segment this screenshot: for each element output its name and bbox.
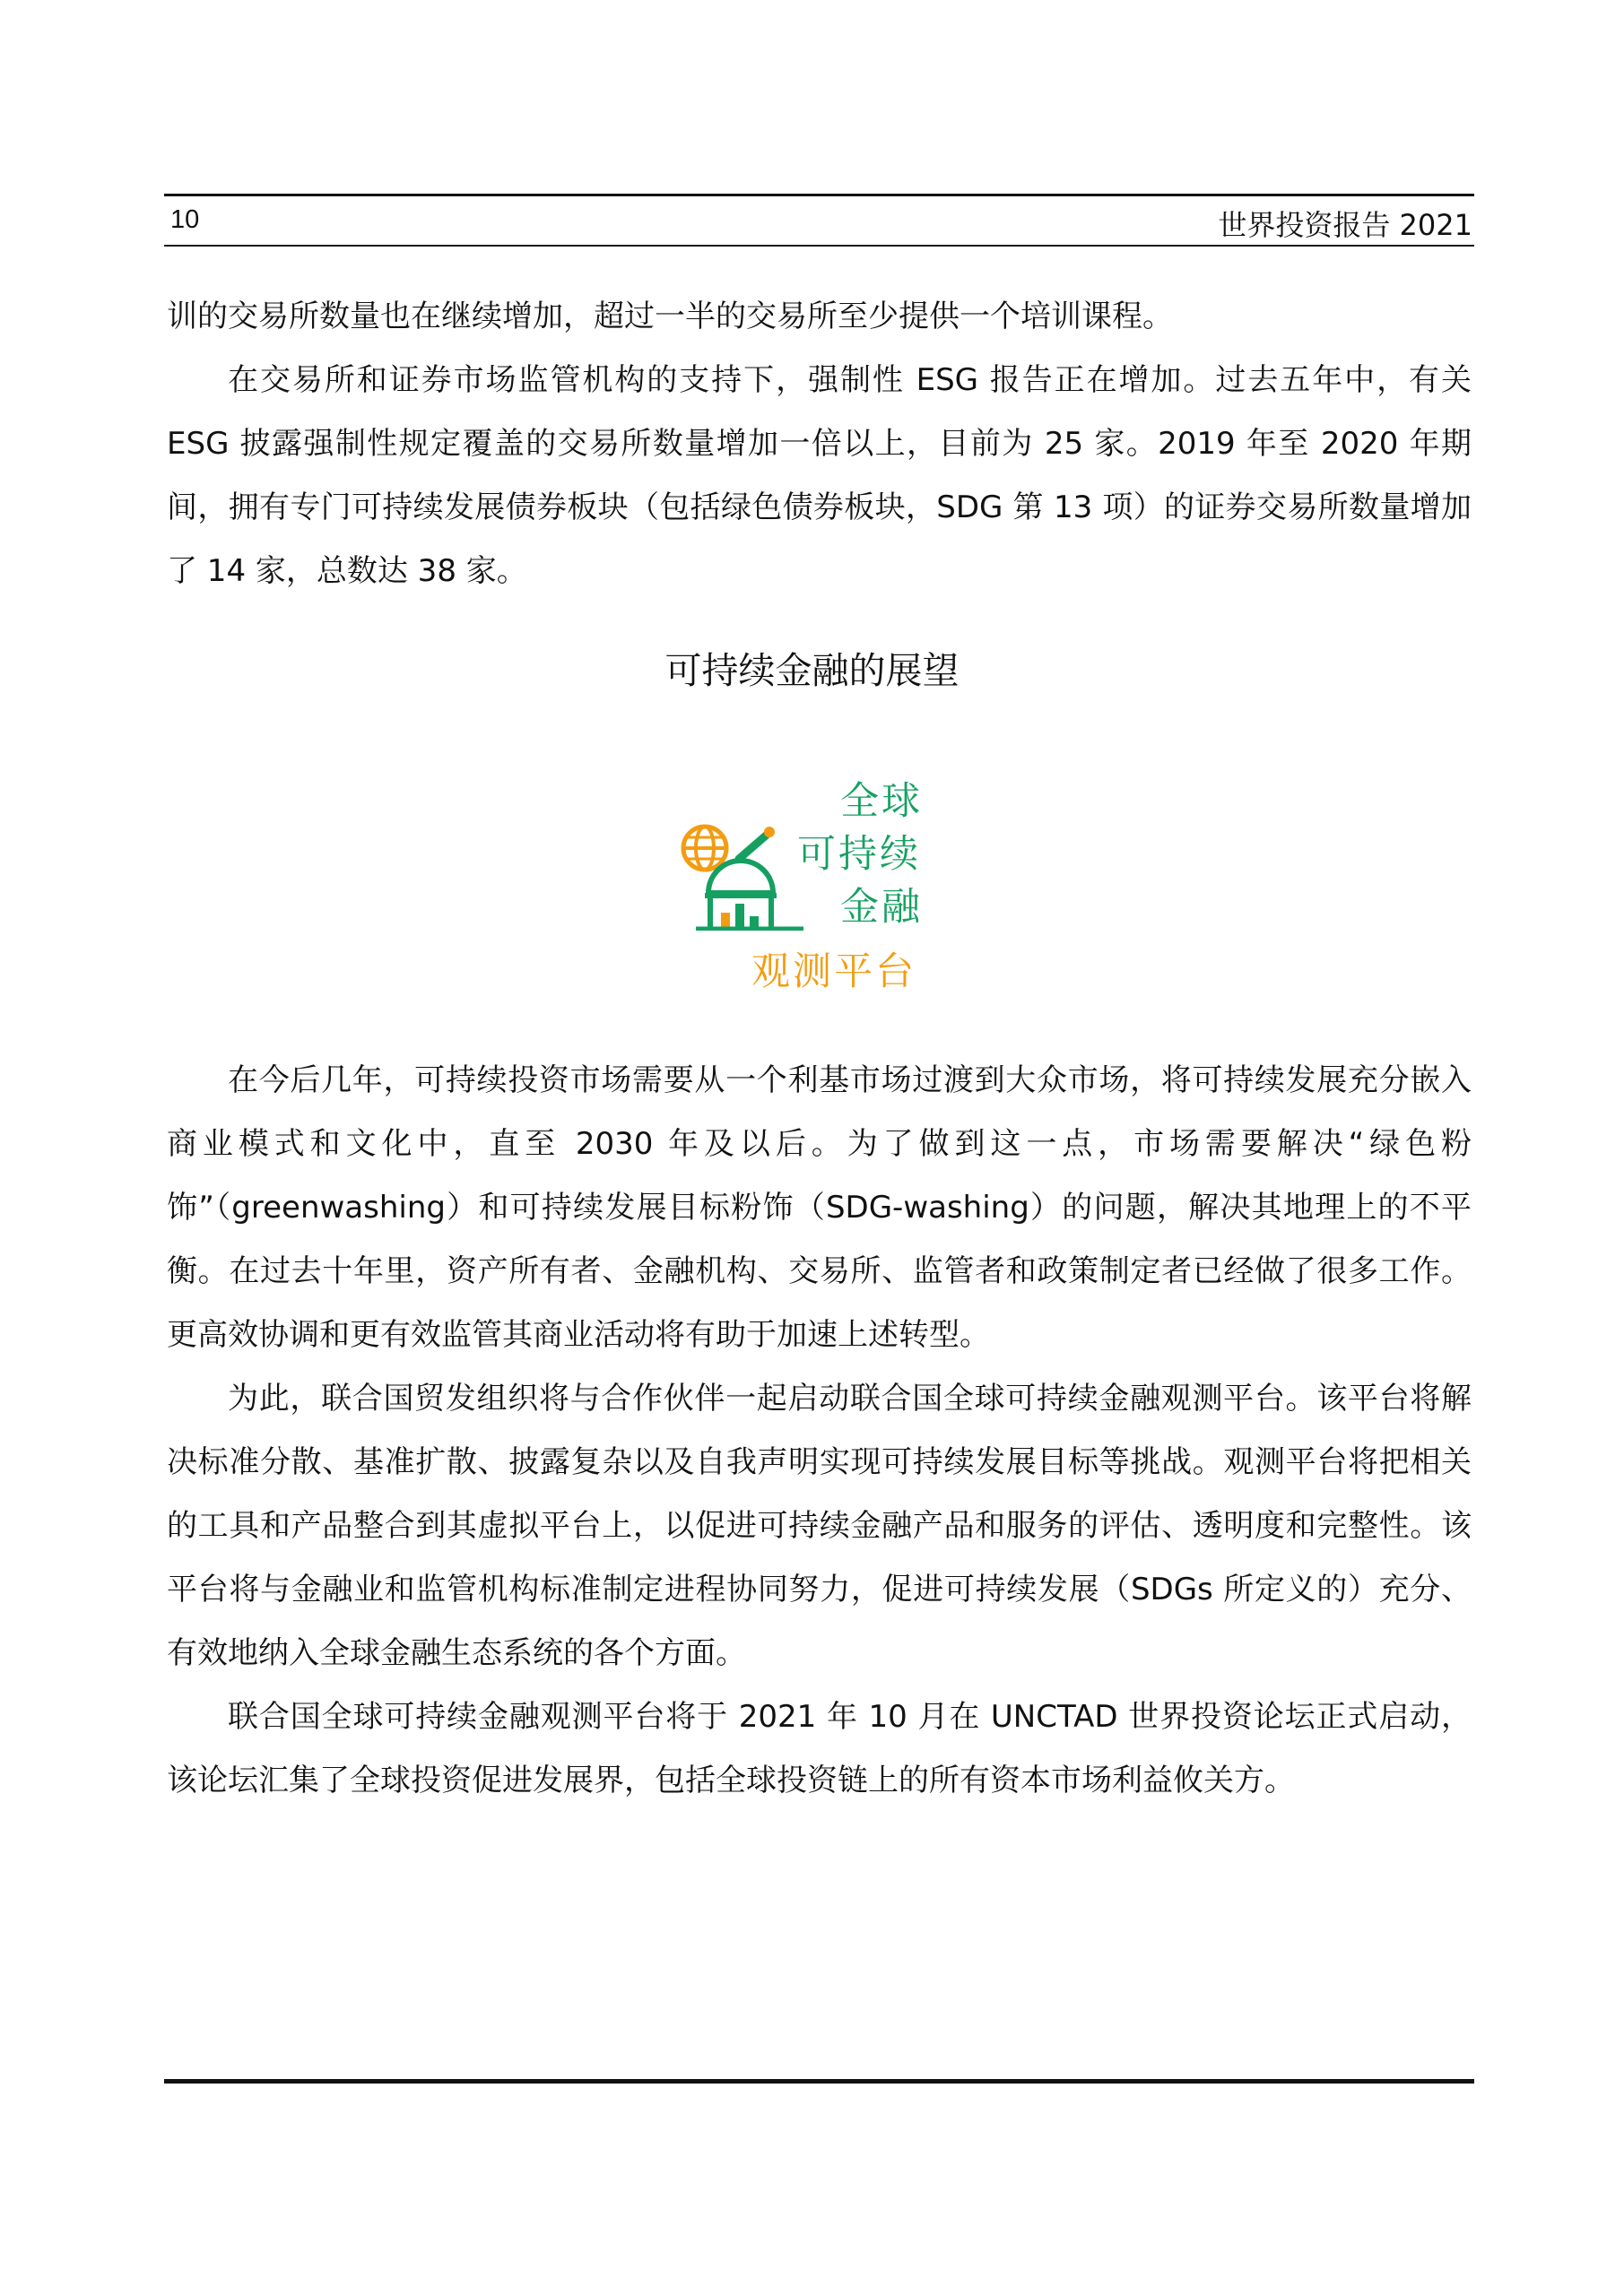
logo-text-sustainable: 可持续 [797,832,921,877]
observatory-icon [678,823,803,931]
paragraph-continued: 训的交易所数量也在继续增加，超过一半的交易所至少提供一个培训课程。 [167,299,1173,334]
logo-text-observatory: 观测平台 [751,949,916,994]
footer-rule [164,2079,1474,2084]
paragraph-esg-reporting: 在交易所和证券市场监管机构的支持下，强制性 ESG 报告正在增加。过去五年中，有关 ESG 披露强制性规定覆盖的交易所数量增加一倍以上，目前为 25 家。2019 年至 2020 年期间，拥有专门可持续发展债券板块（包括绿色债券板块，SDG 第 13 项）的证券交易所数量增加了 14 家，总数达 38 家。 [167,362,1472,589]
section-title: 可持续金融的展望 [664,649,960,692]
paragraph-outlook: 在今后几年，可持续投资市场需要从一个利基市场过渡到大众市场，将可持续发展充分嵌入商业模式和文化中，直至 2030 年及以后。为了做到这一点，市场需要解决“绿色粉饰”（greenwashing）和可持续发展目标粉饰（SDG-washing）的问题，解决其地理上的不平衡。在过去十年里，资产所有者、金融机构、交易所、监管者和政策制定者已经做了很多工作。更高效协调和更有效监管其商业活动将有助于加速上述转型。 [167,1062,1472,1353]
paragraph-launch: 联合国全球可持续金融观测平台将于 2021 年 10 月在 UNCTAD 世界投资论坛正式启动，该论坛汇集了全球投资促进发展界，包括全球投资链上的所有资本市场利益攸关方。 [167,1699,1472,1798]
observatory-logo [678,769,947,1011]
header-rule-top [164,194,1474,196]
logo-text-finance: 金融 [840,885,923,930]
running-title: 世界投资报告 2021 [1218,208,1472,242]
page-number: 10 [170,205,200,234]
header-rule-bottom [164,245,1474,247]
paragraph-observatory: 为此，联合国贸发组织将与合作伙伴一起启动联合国全球可持续金融观测平台。该平台将解决标准分散、基准扩散、披露复杂以及自我声明实现可持续发展目标等挑战。观测平台将把相关的工具和产品整合到其虚拟平台上，以促进可持续金融产品和服务的评估、透明度和完整性。该平台将与金融业和监管机构标准制定进程协同努力，促进可持续发展（SDGs 所定义的）充分、有效地纳入全球金融生态系统的各个方面。 [167,1381,1472,1671]
logo-text-global: 全球 [840,779,923,824]
